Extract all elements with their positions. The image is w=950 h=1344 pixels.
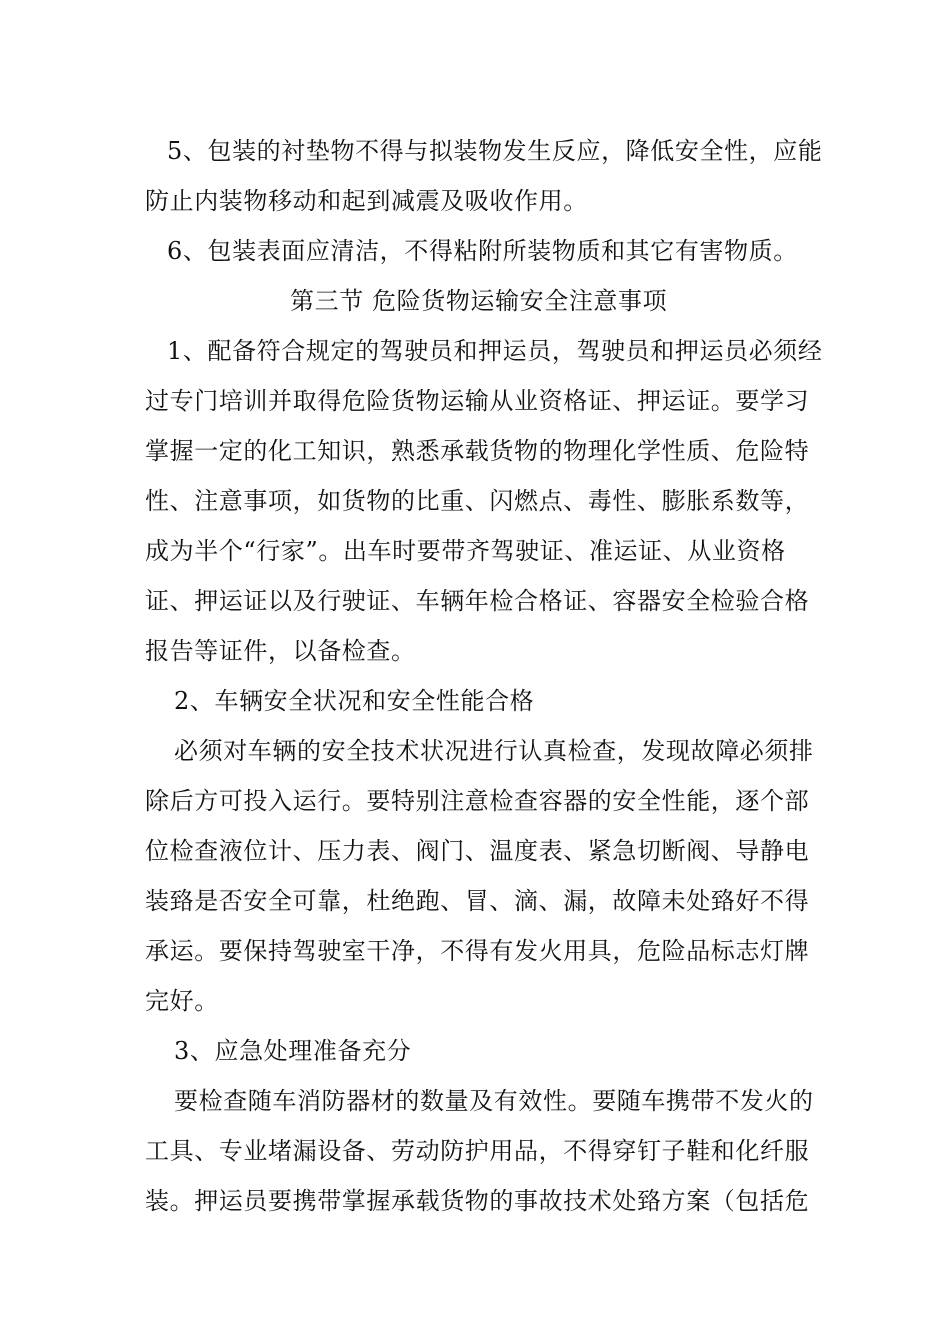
item-3-line-3: 装。押运员要携带掌握承载货物的事故技术处臵方案（包括危 bbox=[145, 1187, 810, 1215]
item-3-line-2: 工具、专业堵漏设备、劳动防护用品，不得穿钉子鞋和化纤服 bbox=[145, 1137, 810, 1165]
item-3-heading: 3、应急处理准备充分 bbox=[174, 1037, 412, 1065]
item-2-heading: 2、车辆安全状况和安全性能合格 bbox=[174, 687, 535, 715]
item-1-line-3: 掌握一定的化工知识，熟悉承载货物的物理化学性质、危险特 bbox=[145, 437, 810, 465]
item-1-line-4: 性、注意事项，如货物的比重、闪燃点、毒性、膨胀系数等， bbox=[145, 487, 810, 515]
item-2-line-6: 完好。 bbox=[145, 987, 219, 1015]
paragraph-5-line-1: 5、包装的衬垫物不得与拟装物发生反应，降低安全性，应能 bbox=[167, 137, 823, 165]
item-2-line-5: 承运。要保持驾驶室干净，不得有发火用具，危险品标志灯牌 bbox=[145, 937, 810, 965]
section-heading: 第三节 危险货物运输安全注意事项 bbox=[290, 287, 668, 315]
item-2-line-1: 必须对车辆的安全技术状况进行认真检查，发现故障必须排 bbox=[174, 737, 814, 765]
paragraph-6: 6、包装表面应清洁，不得粘附所装物质和其它有害物质。 bbox=[167, 237, 798, 265]
item-1-line-5: 成为半个“行家”。出车时要带齐驾驶证、准运证、从业资格 bbox=[145, 537, 786, 565]
item-1-line-1: 1、配备符合规定的驾驶员和押运员，驾驶员和押运员必须经 bbox=[167, 337, 823, 365]
item-3-line-1: 要检查随车消防器材的数量及有效性。要随车携带不发火的 bbox=[174, 1087, 814, 1115]
item-2-line-4: 装臵是否安全可靠，杜绝跑、冒、滴、漏，故障未处臵好不得 bbox=[145, 887, 810, 915]
item-1-line-6: 证、押运证以及行驶证、车辆年检合格证、容器安全检验合格 bbox=[145, 587, 810, 615]
item-1-line-7: 报告等证件，以备检查。 bbox=[145, 637, 416, 665]
item-2-line-2: 除后方可投入运行。要特别注意检查容器的安全性能，逐个部 bbox=[145, 787, 810, 815]
paragraph-5-line-2: 防止内装物移动和起到减震及吸收作用。 bbox=[145, 187, 588, 215]
item-1-line-2: 过专门培训并取得危险货物运输从业资格证、押运证。要学习 bbox=[145, 387, 810, 415]
item-2-line-3: 位检查液位计、压力表、阀门、温度表、紧急切断阀、导静电 bbox=[145, 837, 810, 865]
